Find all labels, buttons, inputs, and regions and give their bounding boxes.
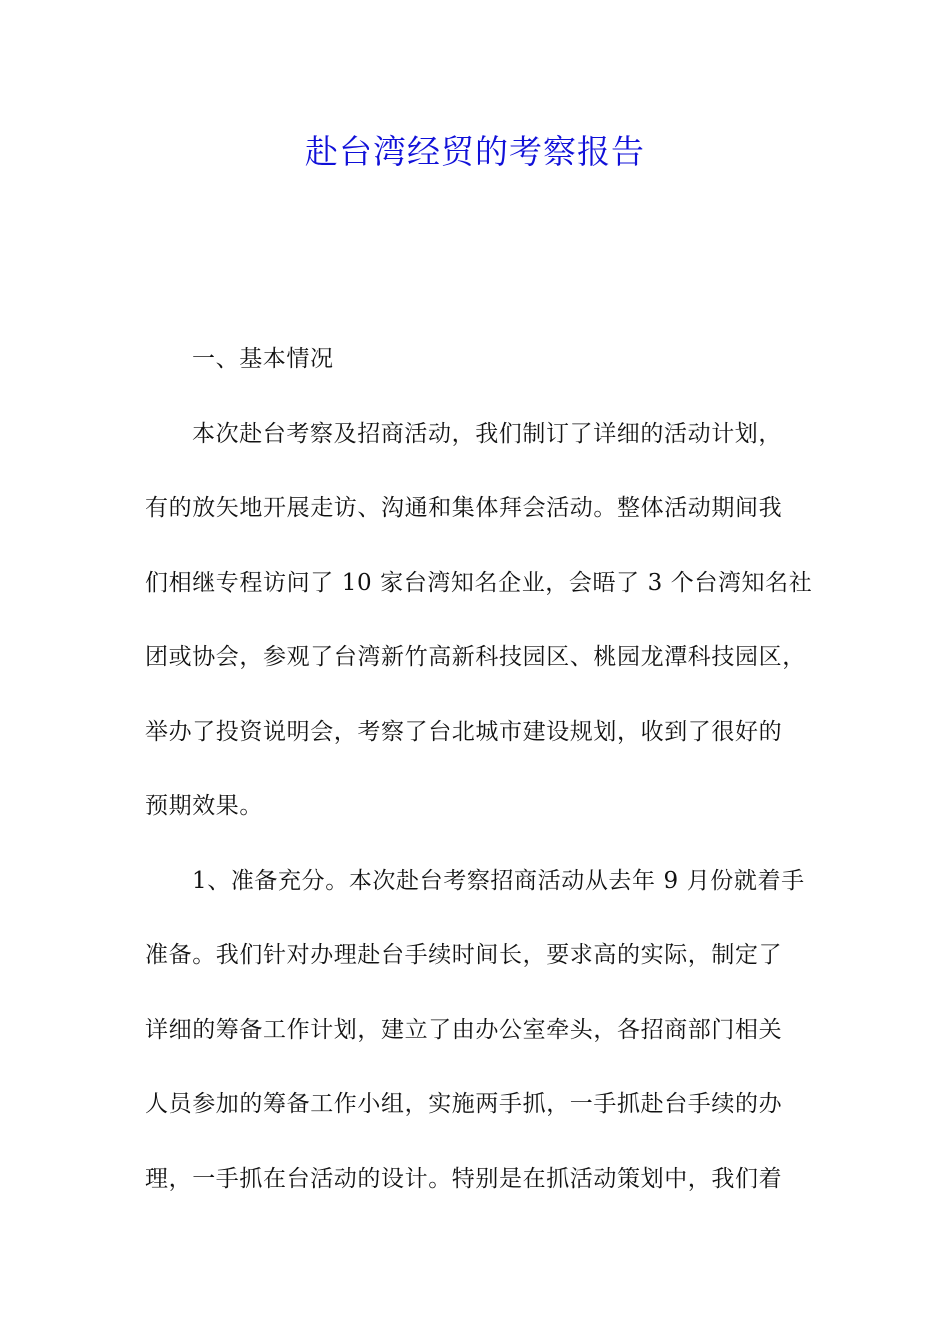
paragraph-line: 本次赴台考察及招商活动，我们制订了详细的活动计划， [192, 420, 782, 447]
paragraph-line: 1、准备充分。本次赴台考察招商活动从去年 9 月份就着手 [192, 867, 805, 894]
paragraph-line: 准备。我们针对办理赴台手续时间长，要求高的实际，制定了 [145, 942, 783, 968]
section-heading: 一、基本情况 [192, 346, 334, 372]
paragraph-line: 预期效果。 [145, 793, 263, 819]
paragraph-line: 详细的筹备工作计划，建立了由办公室牵头，各招商部门相关 [145, 1016, 783, 1043]
paragraph-line: 举办了投资说明会，考察了台北城市建设规划，收到了很好的 [145, 718, 783, 745]
paragraph-line: 们相继专程访问了 10 家台湾知名企业，会晤了 3 个台湾知名社 [145, 569, 813, 596]
document-body [145, 334, 835, 1228]
document-title: 赴台湾经贸的考察报告 [305, 132, 645, 171]
paragraph-line: 团或协会，参观了台湾新竹高新科技园区、桃园龙潭科技园区， [145, 644, 806, 670]
paragraph-line: 理，一手抓在台活动的设计。特别是在抓活动策划中，我们着 [145, 1165, 783, 1192]
paragraph-line: 人员参加的筹备工作小组，实施两手抓，一手抓赴台手续的办 [145, 1091, 783, 1117]
paragraph-line: 有的放矢地开展走访、沟通和集体拜会活动。整体活动期间我 [145, 495, 783, 521]
